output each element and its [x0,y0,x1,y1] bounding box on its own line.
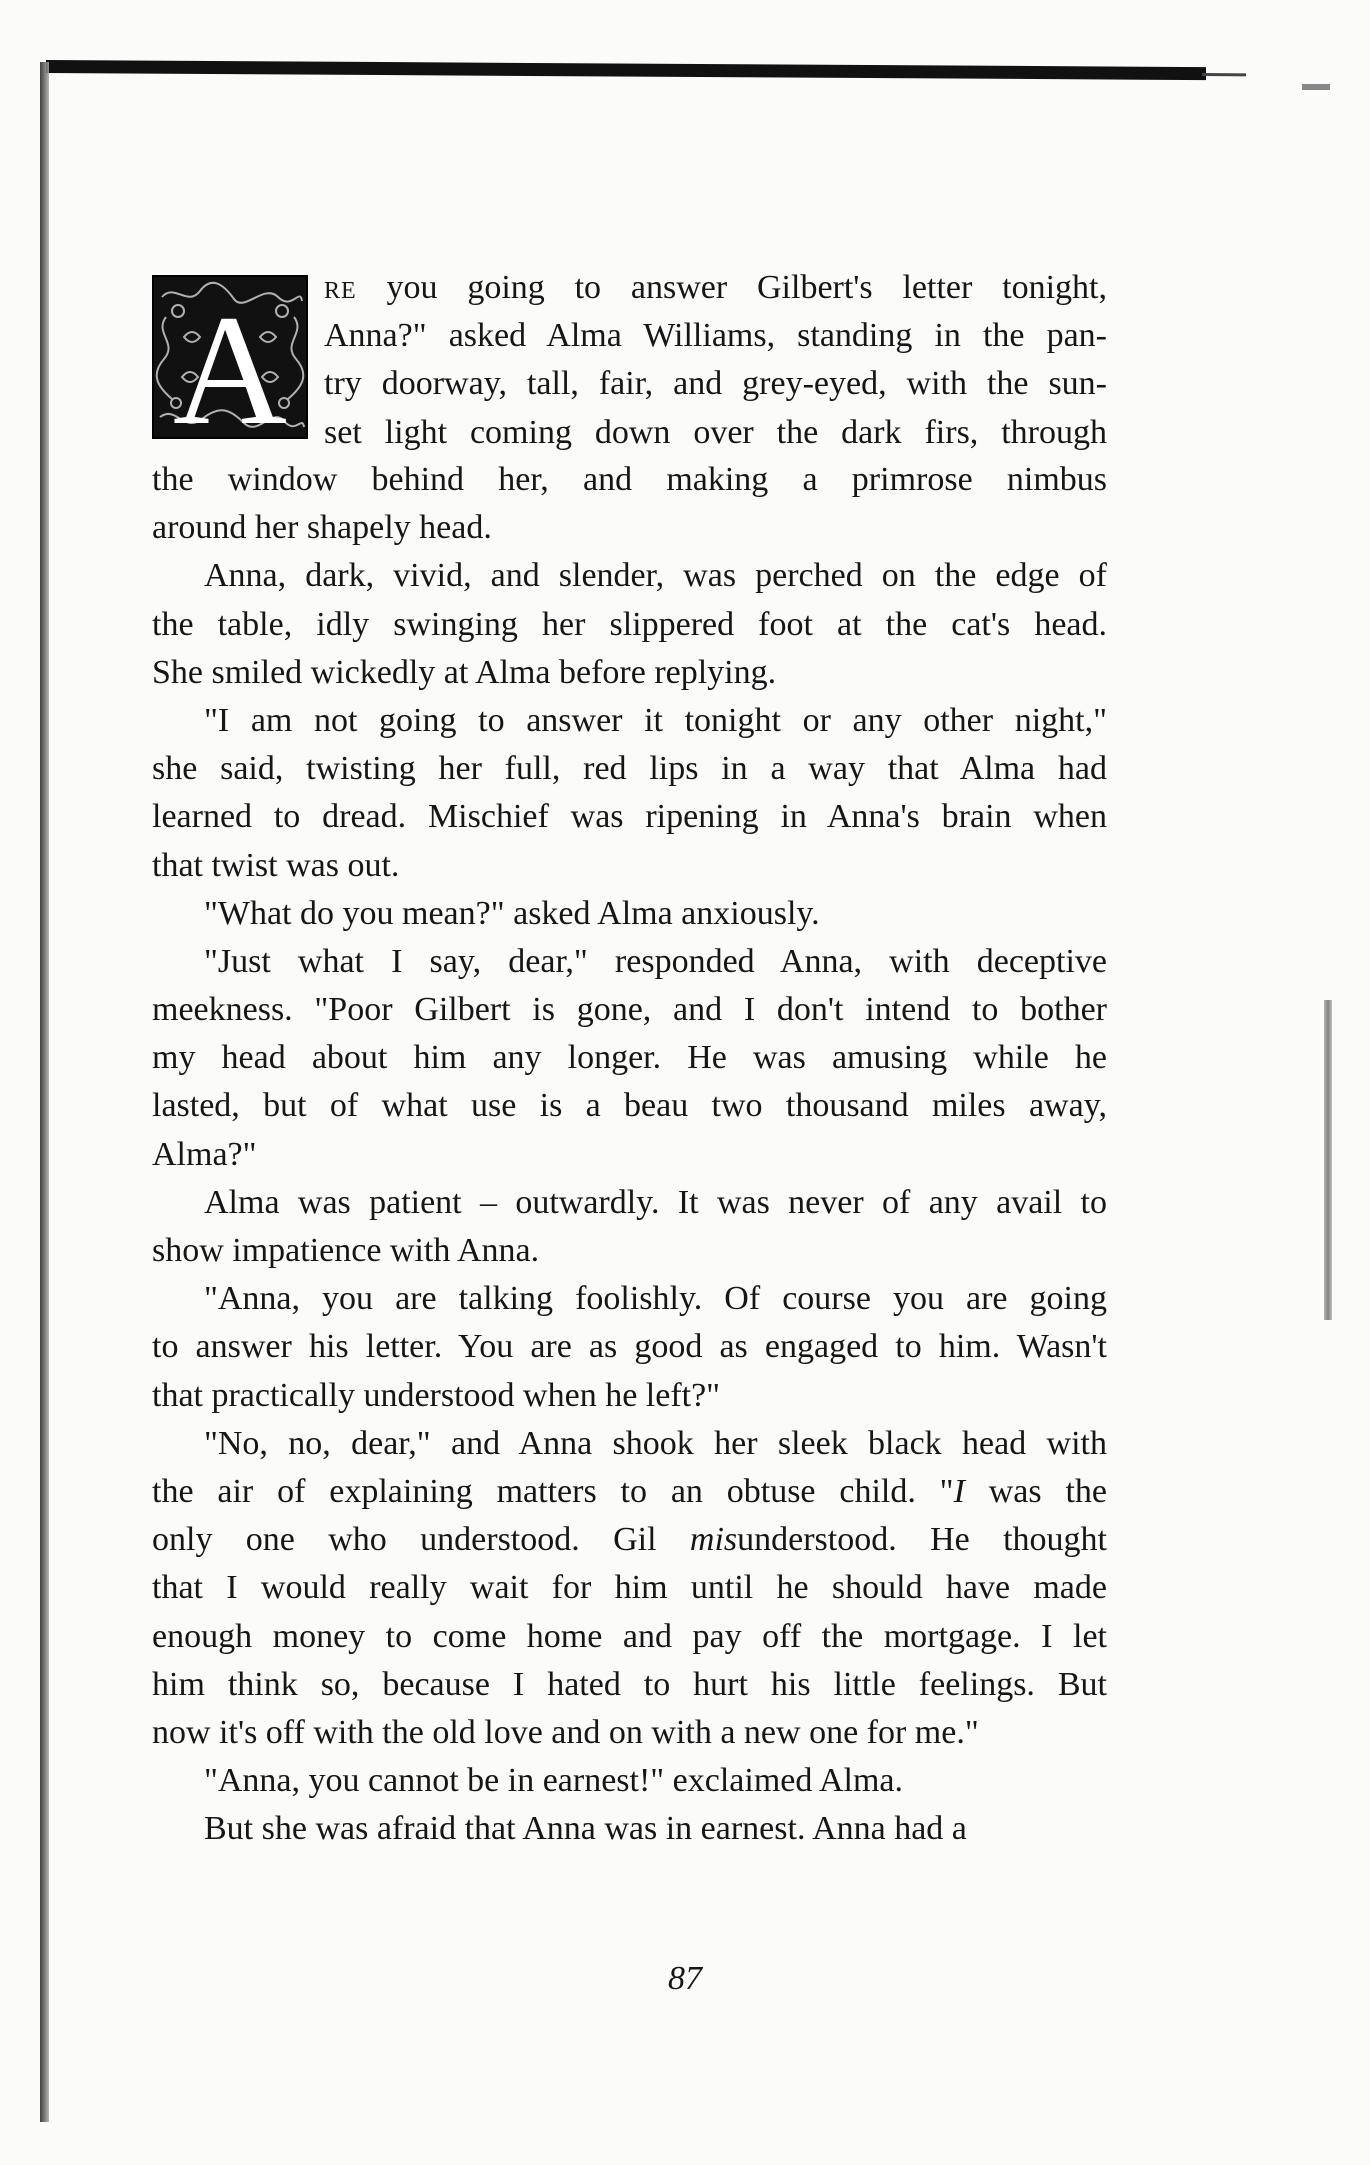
text-line: She smiled wickedly at Alma before replying. [152,653,777,691]
text-line: "Anna, you cannot be in earnest!" exclaimed Alma. [204,1762,904,1800]
dropcap-ornament-icon [154,277,306,437]
text-line: Anna?" asked Alma Williams, standing in the pan- [324,317,1107,355]
italic-emphasis: I [953,1472,965,1510]
text-line: that practically understood when he left?" [152,1376,721,1414]
decorated-dropcap [152,275,308,439]
text-line: around her shapely head. [152,509,492,547]
body-text [152,264,1107,1853]
italic-emphasis: mis [689,1521,738,1559]
text-line: my head about him any longer. He was amusing while he [152,1039,1107,1077]
scan-top-border [46,60,1206,80]
text-line: Alma was patient – outwardly. It was never of any avail to [204,1183,1107,1221]
text-line: Anna, dark, vivid, and slender, was perched on the edge of [204,557,1107,595]
text-line: enough money to come home and pay off the mortgage. I let [152,1617,1107,1655]
text-line: "What do you mean?" asked Alma anxiously. [204,894,820,932]
text-line: him think so, because I hated to hurt his little feelings. But [152,1665,1107,1703]
text-line: the table, idly swinging her slippered foot at the cat's head. [152,605,1107,643]
text-line: "No, no, dear," and Anna shook her sleek black head with [204,1424,1107,1462]
text-line: "Just what I say, dear," responded Anna, with deceptive [204,942,1107,980]
text-line: the air of explaining matters to an obtuse child. "I was the [152,1472,1107,1510]
scan-left-edge [40,62,49,2122]
text-line: Alma?" [152,1135,257,1173]
text-line: re you going to answer Gilbert's letter tonight, [324,269,1107,306]
text-line: now it's off with the old love and on with a new one for me." [152,1713,979,1751]
text-line: to answer his letter. You are as good as engaged to him. Wasn't [152,1328,1107,1366]
text-line: learned to dread. Mischief was ripening in Anna's brain when [152,798,1107,836]
paragraph-1-with-dropcap [152,264,1107,456]
text-line: she said, twisting her full, red lips in a way that Alma had [152,750,1107,788]
text-line: show impatience with Anna. [152,1232,540,1269]
text-line: "I am not going to answer it tonight or any other night," [204,701,1107,739]
text-line: that I would really wait for him until he should have made [152,1569,1107,1607]
paragraph-1-first-lines [324,264,1107,457]
scan-right-edge-shadow [1324,1000,1332,1320]
text-line: that twist was out. [152,846,400,884]
scan-corner-mark [1302,84,1330,90]
text-line: lasted, but of what use is a beau two thousand miles away, [152,1087,1107,1125]
text-line: only one who understood. Gil misunderstood. He thought [152,1521,1107,1559]
svg-text:A: A [172,283,288,437]
text-line: meekness. "Poor Gilbert is gone, and I don't intend to bother [152,991,1107,1029]
small-caps-lead: re [324,269,357,306]
text-line: But she was afraid that Anna was in earnest. Anna had a [204,1810,967,1848]
page-number: 87 [668,1960,702,1997]
text-line: set light coming down over the dark firs, through [324,413,1107,451]
text-line: the window behind her, and making a primrose nimbus [152,461,1107,498]
text-line: "Anna, you are talking foolishly. Of course you are going [204,1280,1107,1318]
text-line: try doorway, tall, fair, and grey-eyed, with the sun- [324,365,1107,403]
